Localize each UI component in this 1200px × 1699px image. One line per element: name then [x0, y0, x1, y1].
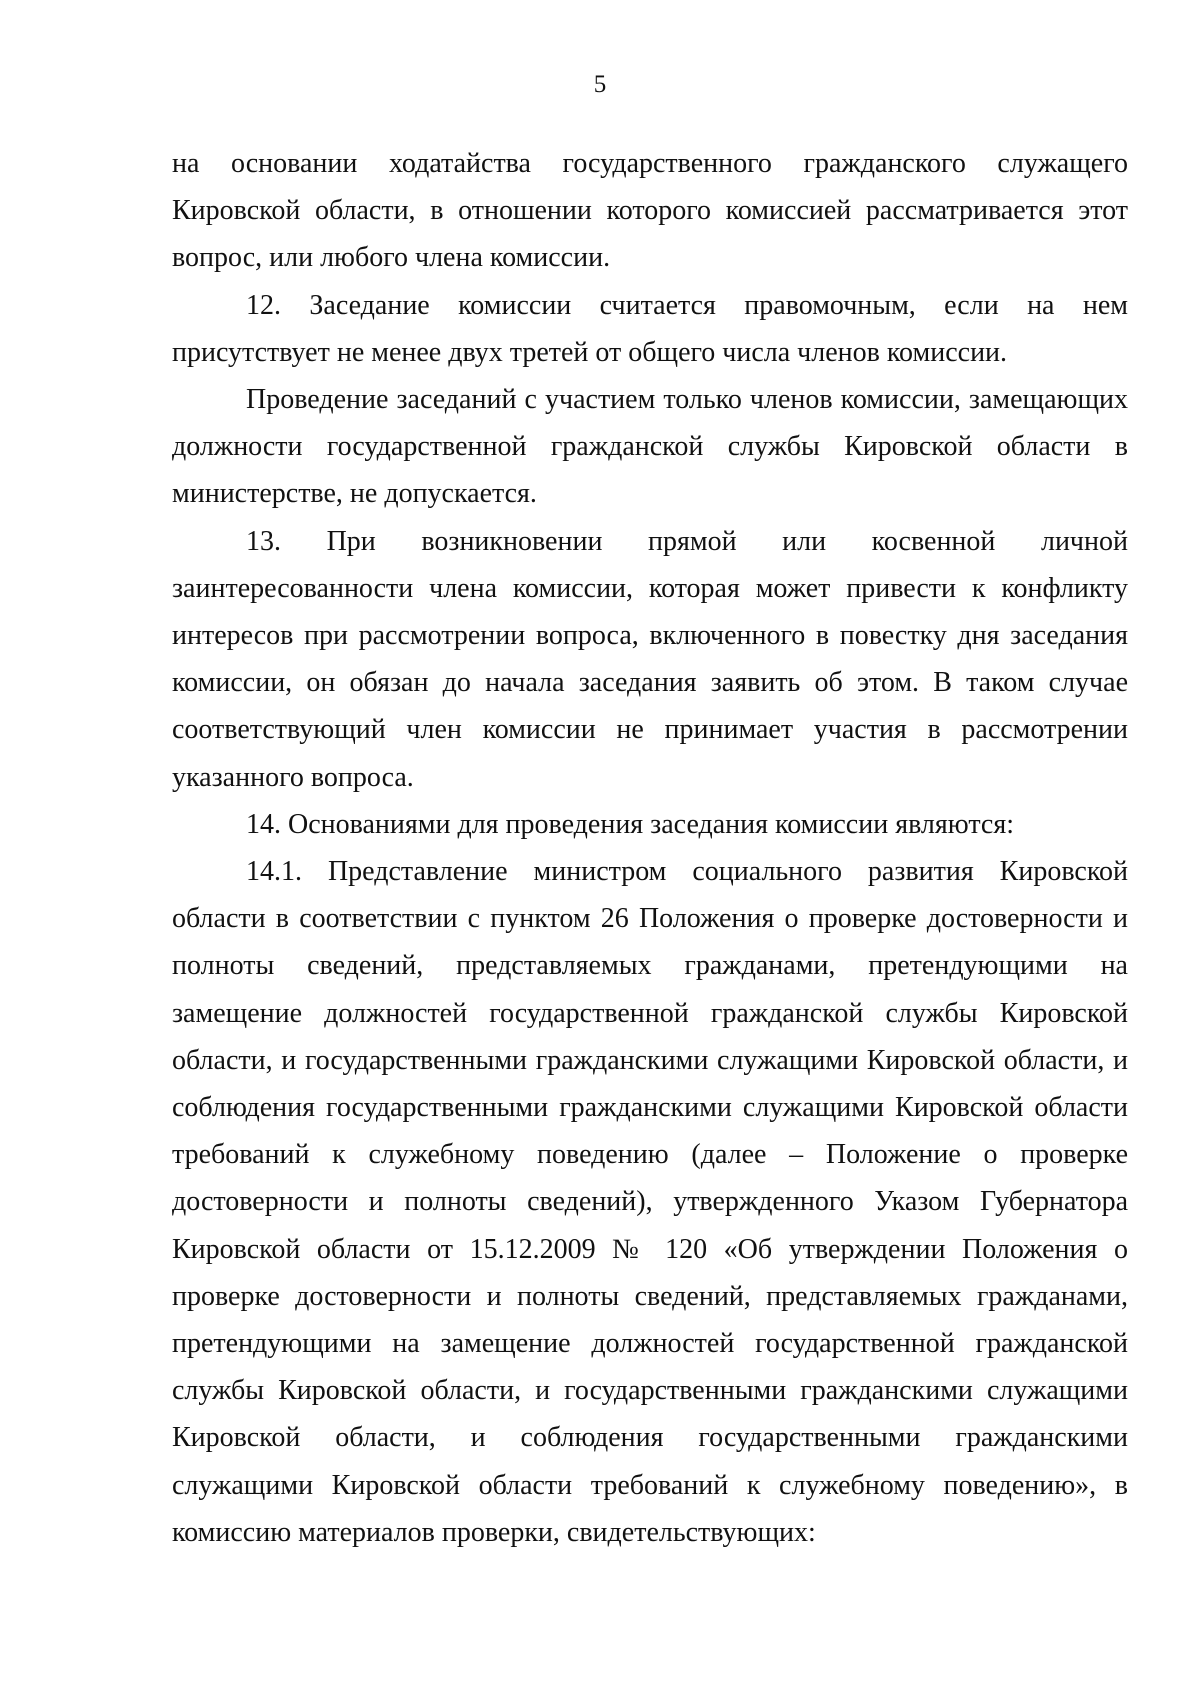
- paragraph-14: 14. Основаниями для проведения заседания комиссии являются:: [246, 808, 1014, 840]
- paragraph-12-note: Проведение заседаний с участием только членов комиссии, замещающих должности государственной гражданской службы Кировской области в министерстве, не допускается.: [172, 384, 1128, 510]
- paragraph-continuation: на основании ходатайства государственного гражданского служащего Кировской области, в отношении которого комиссией рассматривается этот вопрос, или любого члена комиссии.: [172, 148, 1128, 274]
- paragraph-13: 13. При возникновении прямой или косвенной личной заинтересованности члена комиссии, которая может привести к конфликту интересов при рассмотрении вопроса, включенного в повестку дня заседания комиссии, он обязан до начала заседания заявить об этом. В таком случае соответствующий член комиссии не принимает участия в рассмотрении указанного вопроса.: [172, 525, 1128, 793]
- paragraph-12: 12. Заседание комиссии считается правомочным, если на нем присутствует не менее двух третей от общего числа членов комиссии.: [172, 289, 1128, 368]
- page-number: 5: [593, 71, 607, 98]
- paragraph-14-1: 14.1. Представление министром социального развития Кировской области в соответствии с пунктом 26 Положения о проверке достоверности и полноты сведений, представляемых гражданами, претендующими на замещение должностей государственной гражданской службы Кировской области, и государственными гражданскими служащими Кировской области, и соблюдения государственными гражданскими служащими Кировской области требований к служебному поведению (далее – Положение о проверке достоверности и полноты сведений), утвержденного Указом Губернатора Кировской области от 15.12.2009 № 120 «Об утверждении Положения о проверке достоверности и полноты сведений, представляемых гражданами, претендующими на замещение должностей государственной гражданской службы Кировской области, и государственными гражданскими служащими Кировской области, и соблюдения государственными гражданскими служащими Кировской области требований к служебному поведению», в комиссию материалов проверки, свидетельствующих:: [172, 856, 1128, 1548]
- document-body: [172, 140, 1128, 1556]
